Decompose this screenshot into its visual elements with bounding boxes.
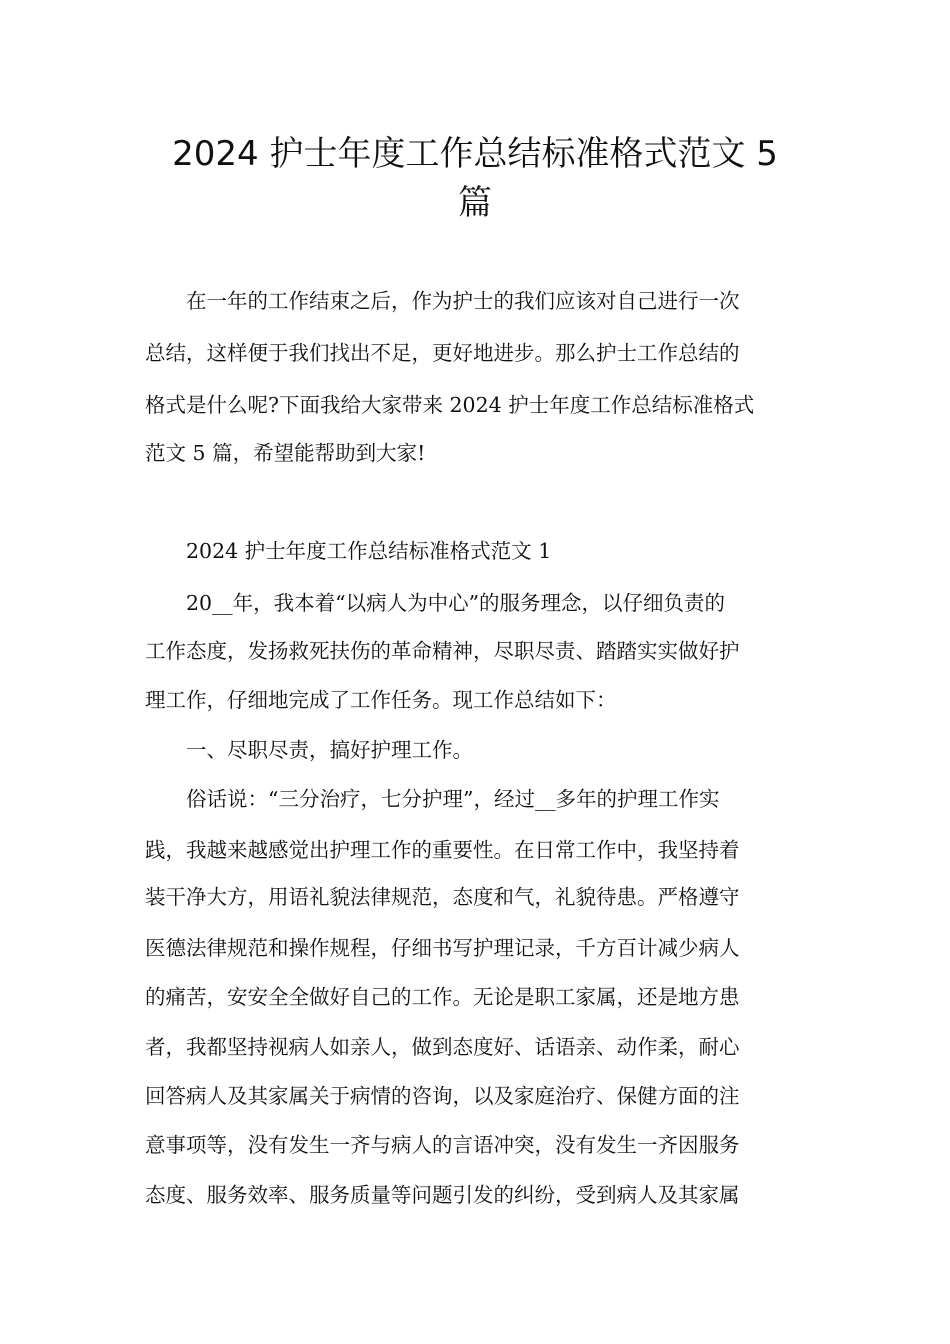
- paragraph2-line-2: 践，我越来越感觉出护理工作的重要性。在日常工作中，我坚持着: [145, 838, 740, 862]
- paragraph2-line-7: 回答病人及其家属关于病情的咨询，以及家庭治疗、保健方面的注: [145, 1084, 740, 1108]
- paragraph2-line-4: 医德法律规范和操作规程，仔细书写护理记录，千方百计减少病人: [145, 936, 740, 960]
- subheading-1: 一、尽职尽责，搞好护理工作。: [145, 738, 473, 762]
- paragraph2-line-6: 者，我都坚持视病人如亲人，做到态度好、话语亲、动作柔，耐心: [145, 1035, 740, 1059]
- paragraph2-line-1: 俗话说：“三分治疗，七分护理”，经过__多年的护理工作实: [145, 787, 720, 811]
- paragraph2-line-8: 意事项等，没有发生一齐与病人的言语冲突，没有发生一齐因服务: [145, 1133, 740, 1157]
- section-heading: 2024 护士年度工作总结标准格式范文 1: [145, 539, 552, 563]
- paragraph2-line-5: 的痛苦，安安全全做好自己的工作。无论是职工家属，还是地方患: [145, 985, 740, 1009]
- intro-line-1: 在一年的工作结束之后，作为护士的我们应该对自己进行一次: [145, 289, 740, 313]
- intro-line-4: 范文 5 篇，希望能帮助到大家!: [145, 441, 426, 465]
- intro-line-2: 总结，这样便于我们找出不足，更好地进步。那么护士工作总结的: [145, 341, 740, 365]
- document-title-line-1: 2024 护士年度工作总结标准格式范文 5: [172, 134, 778, 174]
- document-title-line-2: 篇: [458, 183, 492, 223]
- paragraph2-line-3: 装干净大方，用语礼貌法律规范，态度和气，礼貌待患。严格遵守: [145, 885, 740, 909]
- paragraph-line-2: 工作态度，发扬救死扶伤的革命精神，尽职尽责、踏踏实实做好护: [145, 639, 740, 663]
- paragraph-line-3: 理工作，仔细地完成了工作任务。现工作总结如下：: [145, 688, 617, 712]
- paragraph2-line-9: 态度、服务效率、服务质量等问题引发的纠纷，受到病人及其家属: [145, 1183, 740, 1207]
- paragraph-line-1: 20__年，我本着“以病人为中心”的服务理念，以仔细负责的: [145, 591, 726, 615]
- intro-line-3: 格式是什么呢?下面我给大家带来 2024 护士年度工作总结标准格式: [145, 393, 755, 417]
